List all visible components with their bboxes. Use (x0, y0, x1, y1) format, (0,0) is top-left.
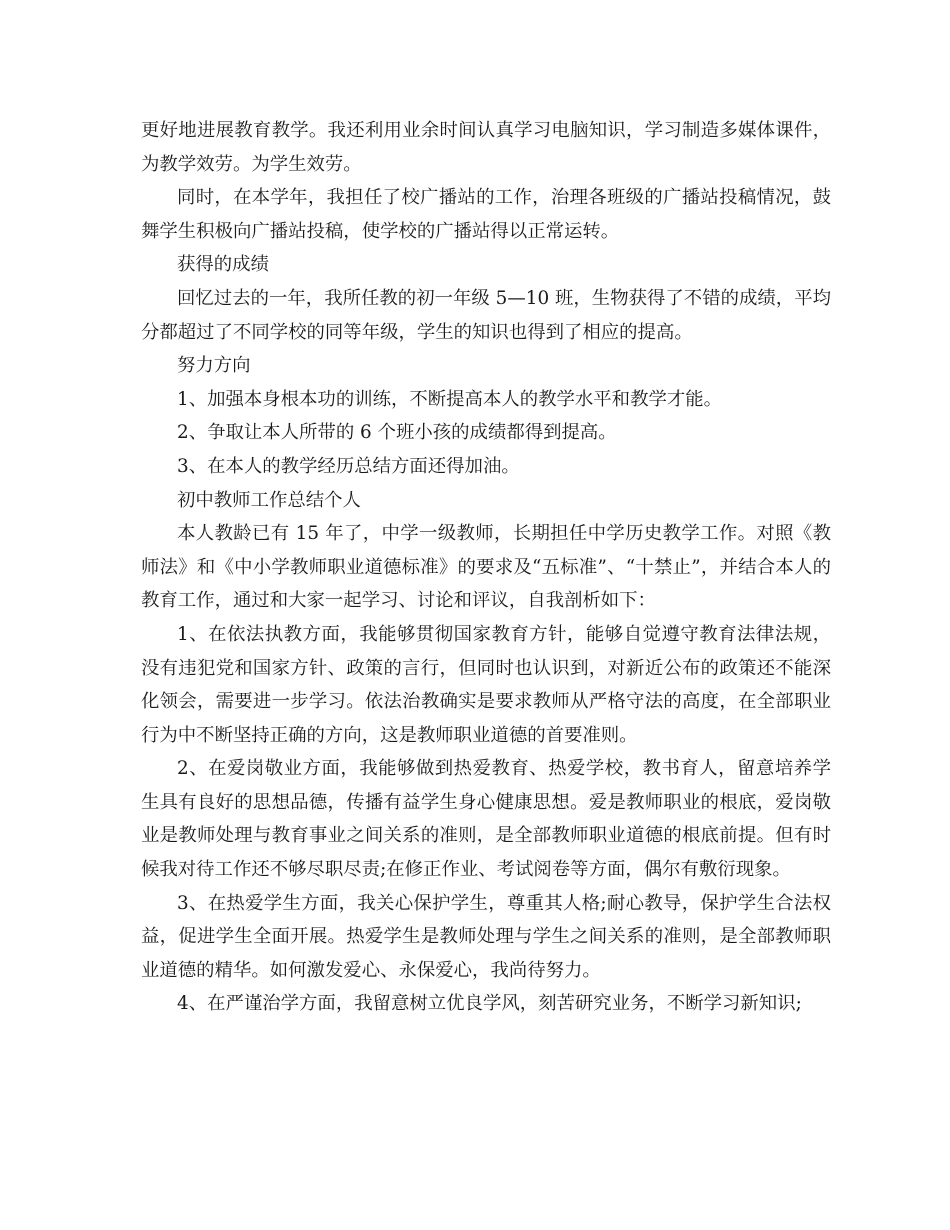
heading-achievements: 获得的成绩 (177, 254, 269, 276)
paragraph-2: 同时，在本学年，我担任了校广播站的工作，治理各班级的广播站投稿情况，鼓舞学生积极向广播站投稿，使学校的广播站得以正常运转。 (141, 187, 831, 242)
list-item-3: 3、在本人的教学经历总结方面还得加油。 (177, 455, 520, 477)
heading-direction: 努力方向 (177, 355, 251, 377)
paragraph-1: 更好地进展教育教学。我还利用业余时间认真学习电脑知识，学习制造多媒体课件，为教学效劳。为学生效劳。 (141, 120, 831, 175)
paragraph-4: 本人教龄已有 15 年了，中学一级教师，长期担任中学历史教学工作。对照《教师法》和《中小学教师职业道德标准》的要求及“五标准”、“十禁止”，并结合本人的教育工作，通过和大家一起学习、讨论和评议，自我剖析如下： (141, 523, 831, 612)
heading-summary: 初中教师工作总结个人 (177, 489, 361, 511)
list-item-1: 1、加强本身根本功的训练，不断提高本人的教学水平和教学才能。 (177, 388, 723, 410)
document-body (141, 114, 831, 1021)
paragraph-3: 回忆过去的一年，我所任教的初一年级 5—10 班，生物获得了不错的成绩，平均分都超过了不同学校的同等年级，学生的知识也得到了相应的提高。 (141, 287, 831, 343)
paragraph-5: 1、在依法执教方面，我能够贯彻国家教育方针，能够自觉遵守教育法律法规，没有违犯党和国家方针、政策的言行，但同时也认识到，对新近公布的政策还不能深化领会，需要进一步学习。依法治教确实是要求教师从严格守法的高度，在全部职业行为中不断坚持正确的方向，这是教师职业道德的首要准则。 (141, 623, 831, 746)
paragraph-7: 3、在热爱学生方面，我关心保护学生，尊重其人格;耐心教导，保护学生合法权益，促进学生全面开展。热爱学生是教师处理与学生之间关系的准则，是全部教师职业道德的精华。如何激发爱心、永保爱心，我尚待努力。 (141, 892, 831, 981)
list-item-2: 2、争取让本人所带的 6 个班小孩的成绩都得到提高。 (177, 422, 617, 444)
paragraph-6: 2、在爱岗敬业方面，我能够做到热爱教育、热爱学校，教书育人，留意培养学生具有良好的思想品德，传播有益学生身心健康思想。爱是教师职业的根底，爱岗敬业是教师处理与教育事业之间关系的准则，是全部教师职业道德的根底前提。但有时候我对待工作还不够尽职尽责;在修正作业、考试阅卷等方面，偶尔有敷衍现象。 (141, 758, 831, 881)
paragraph-8: 4、在严谨治学方面，我留意树立优良学风，刻苦研究业务，不断学习新知识; (177, 993, 802, 1015)
